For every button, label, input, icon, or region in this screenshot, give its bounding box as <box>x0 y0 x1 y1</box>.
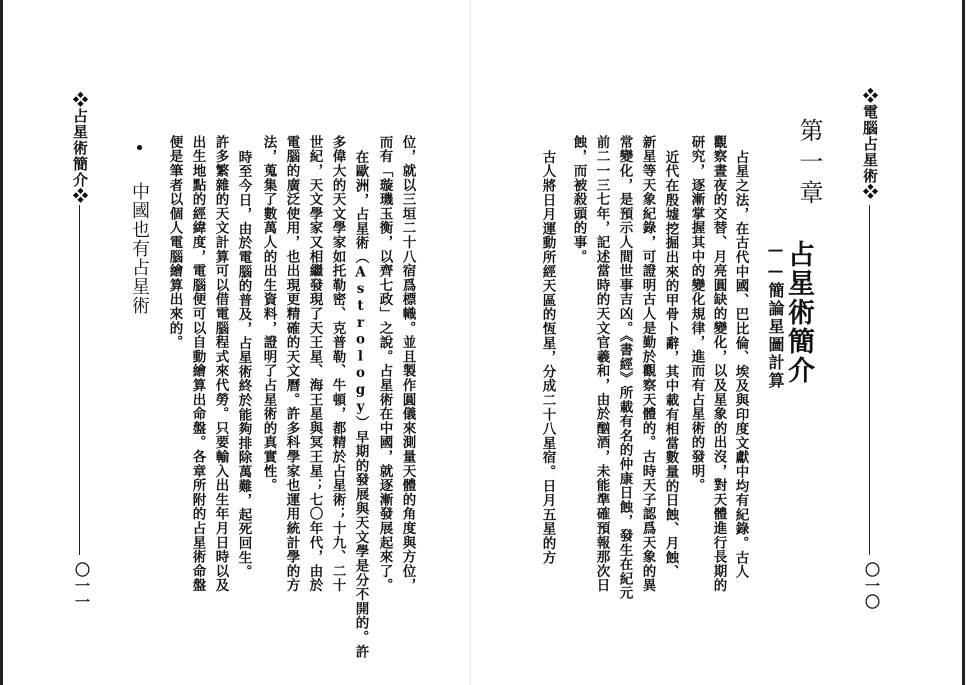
paragraph-line: 研究，逐漸掌握其中的變化規律，進而有占星術的發明。 <box>688 135 705 493</box>
chapter-title: 占星術簡介 <box>783 240 814 385</box>
paragraph-line: 法，蒐集了數萬人的出生資料，證明了占星術的真實性。 <box>260 135 277 493</box>
paragraph-line: 常變化，是預示人間世事吉凶。《書經》所載有名的仲康日蝕，發生在紀元 <box>616 135 633 601</box>
paragraph-line: 電腦的廣泛使用，也出現更精確的天文曆。許多科學家也運用統計學的方 <box>283 135 300 593</box>
scan-edge-right <box>962 0 965 685</box>
paragraph-line: 多偉大的天文學家如托勒密、克普勒、牛頓，都精於占星術；十九、二十 <box>329 135 346 593</box>
section-heading-bullet: • 中國也有占星術 <box>129 138 150 315</box>
paragraph-line: 許多繁雜的天文計算可以借電腦程式來代勞。只要輸入出生年月日時以及 <box>212 135 229 593</box>
paragraph-line: 觀察晝夜的交替、月亮圓缺的變化，以及星象的出沒，對天體進行長期的 <box>710 135 727 593</box>
chapter-number: 第一章 <box>795 118 823 211</box>
left-page-number: 〇一一 <box>73 562 91 610</box>
scan-edge-left <box>0 0 3 685</box>
paragraph-line: 出生地點的經緯度，電腦便可以自動繪算出命盤。各章所附的占星術命盤 <box>189 135 206 593</box>
paragraph-line: 蝕，而被殺頭的事。 <box>570 135 587 264</box>
right-header-rule <box>869 205 870 555</box>
paragraph-line: 位，就以三垣二十八宿爲標幟。並且製作圓儀來測量天體的角度與方位， <box>399 135 416 593</box>
paragraph-line: 近代在殷墟挖掘出來的甲骨卜辭，其中載有相當數量的日蝕、月蝕、 <box>662 150 679 579</box>
paragraph-line: 便是筆者以個人電腦繪算出來的。 <box>166 135 183 350</box>
paragraph-line: 時至今日，由於電腦的普及，占星術終於能夠排除萬難，起死回生。 <box>235 150 252 579</box>
right-page-number: 〇一〇 <box>863 562 881 610</box>
paragraph-line: 占星之法，在古代中國、巴比倫、埃及與印度文獻中均有紀錄。古人 <box>732 150 749 579</box>
left-header-rule <box>79 205 80 555</box>
paragraph-line: 前二一三七年，記述當時的天文官羲和，由於酗酒，未能準確預報那次日 <box>593 135 610 593</box>
paragraph-line: 而有「璇璣玉衡，以齊七政」之說。占星術在中國，就逐漸發展起來了。 <box>376 135 393 593</box>
paragraph-line: 世紀，天文學家又相繼發現了天王星、海王星與冥王星；七〇年代，由於 <box>306 135 323 593</box>
right-running-header: ❖電腦占星術❖ <box>861 88 879 200</box>
left-running-header: ❖占星術簡介❖ <box>71 92 89 204</box>
paragraph-line: 新星等天象紀錄，可證明古人是勤於觀察天體的。古時天子認爲天象的異 <box>639 135 656 593</box>
chapter-subtitle: ——簡論星圖計算 <box>766 240 785 390</box>
paragraph-line: 在歐洲，占星術（Astrology）早期的發展與天文學是分不開的。許 <box>352 150 369 659</box>
page-fold <box>470 0 471 685</box>
paragraph-line: 古人將日月運動所經天區的恆星，分成二十八星宿。日月五星的方 <box>539 150 556 565</box>
